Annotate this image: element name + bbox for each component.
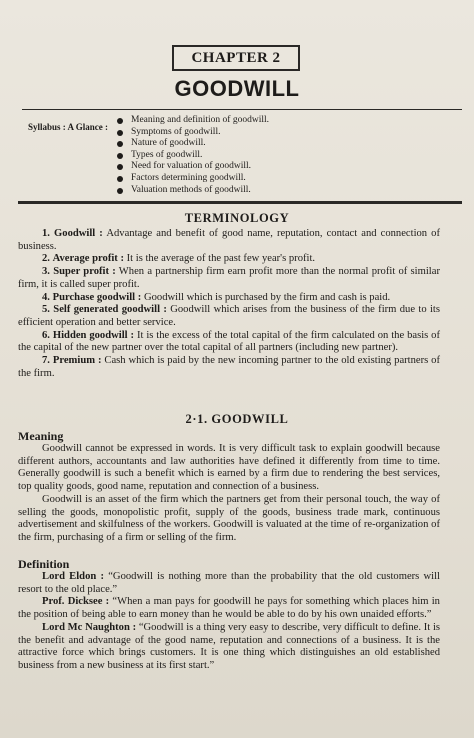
syllabus-item: Valuation methods of goodwill. bbox=[115, 185, 269, 197]
terminology-list bbox=[18, 228, 440, 380]
bullet-icon bbox=[117, 188, 123, 194]
paragraph: Goodwill cannot be expressed in words. It is very difficult task to explain goodwill because different authors, accountants and law authorities have defined it differently from time to time. Generally goodwill is such a benefit which is earned by a firm due to rendering the best services, top quality goods, good name, reputation and connection of a business. bbox=[18, 443, 440, 493]
terminology-heading: TERMINOLOGY bbox=[184, 211, 290, 225]
chapter-title: GOODWILL bbox=[174, 76, 300, 101]
bullet-icon bbox=[117, 164, 123, 170]
definition-item: Lord Mc Naughton : “Goodwill is a thing very easy to describe, very difficult to define. It is the benefit and advantage of the good name, reputation and connections of a business. It is the attractive force which brings customers. It is one thing which distinguishes an old established business from a new business at its first start.” bbox=[18, 621, 441, 671]
syllabus-list bbox=[115, 115, 269, 196]
meaning-heading: Meaning bbox=[18, 429, 64, 443]
chapter-label: CHAPTER 2 bbox=[172, 45, 300, 71]
term-item: 3. Super profit : When a partnership firm earn profit more than the normal profit of similar firm, it is called super profit. bbox=[18, 266, 440, 290]
section-heading: 2·1. GOODWILL bbox=[185, 412, 289, 426]
syllabus-item: Types of goodwill. bbox=[115, 150, 269, 162]
top-rule bbox=[22, 109, 462, 110]
term-item: 7. Premium : Cash which is paid by the new incoming partner to the old existing partners of the firm. bbox=[18, 355, 440, 379]
bullet-icon bbox=[117, 130, 123, 136]
bullet-icon bbox=[117, 176, 123, 182]
term-item: 5. Self generated goodwill : Goodwill which arises from the business of the firm due to its efficient operation and better service. bbox=[18, 304, 440, 328]
term-item: 2. Average profit : It is the average of the past few year's profit. bbox=[42, 253, 316, 265]
definition-item: Lord Eldon : “Goodwill is nothing more than the probability that the old customers will resort to the old place.” bbox=[18, 571, 440, 595]
term-item: 4. Purchase goodwill : Goodwill which is purchased by the firm and cash is paid. bbox=[42, 291, 391, 303]
syllabus-item: Need for valuation of goodwill. bbox=[115, 161, 269, 173]
syllabus-label: Syllabus : A Glance : bbox=[28, 122, 109, 132]
syllabus-item: Symptoms of goodwill. bbox=[115, 127, 269, 139]
bullet-icon bbox=[117, 153, 123, 159]
syllabus-item: Factors determining goodwill. bbox=[115, 173, 269, 185]
syllabus-bottom-rule bbox=[18, 201, 462, 204]
definition-text bbox=[18, 571, 440, 673]
definition-item: Prof. Dicksee : “When a man pays for goodwill he pays for something which places him in the position of being able to earn money than he would be able to do by his own unaided efforts.” bbox=[18, 596, 440, 621]
bullet-icon bbox=[117, 118, 123, 124]
definition-heading: Definition bbox=[18, 557, 70, 571]
term-item: 6. Hidden goodwill : It is the excess of the total capital of the firm calculated on the basis of the capital of the new partner over the total capital of all partners (including new partner). bbox=[18, 329, 440, 354]
meaning-text bbox=[18, 443, 440, 545]
syllabus-item: Nature of goodwill. bbox=[115, 138, 269, 150]
bullet-icon bbox=[117, 141, 123, 147]
paragraph: Goodwill is an asset of the firm which the partners get from their personal touch, the way of selling the goods, monopolistic profit, supply of the goods, business trade mark, continuous advertisement and skilfulness of the workers. Goodwill is valuated at the time of re-organization of the firm, purchasing of a firm or selling of the firm. bbox=[18, 493, 440, 543]
syllabus-item: Meaning and definition of goodwill. bbox=[115, 115, 269, 127]
term-item: 1. Goodwill : Advantage and benefit of good name, reputation, contact and connection of business. bbox=[18, 228, 440, 252]
